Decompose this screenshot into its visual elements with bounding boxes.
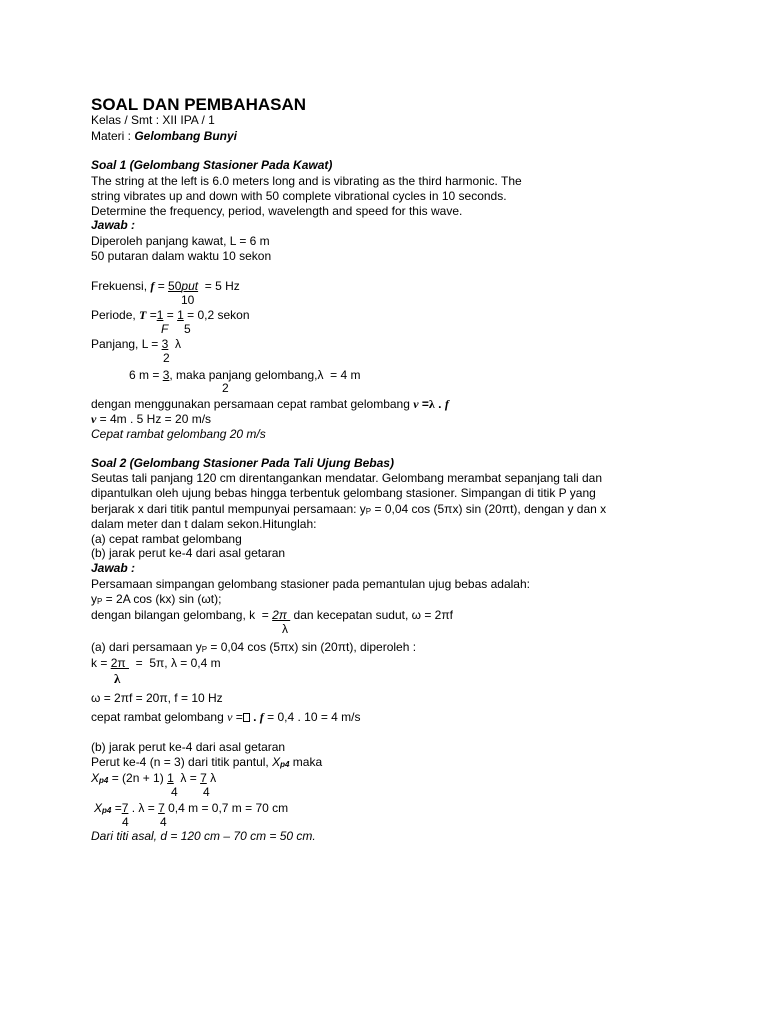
wavenumber-line: dengan bilangan gelombang, k = 2π dan kecepatan sudut, ω = 2πf [91,608,453,622]
soal1-given-line: Diperoleh panjang kawat, L = 6 m [91,234,270,248]
soal2-question-line: dipantulkan oleh ujung bebas hingga terbentuk gelombang stasioner. Simpangan di titik P yang [91,486,596,500]
soal1-question-line: The string at the left is 6.0 meters long and is vibrating as the third harmonic. The [91,174,522,188]
soal2-intro: Persamaan simpangan gelombang stasioner pada pemantulan ujug bebas adalah: [91,577,530,591]
speed-result-line: cepat rambat gelombang v = . f = 0,4 . 10 = 4 m/s [91,710,361,724]
soal2-final-answer: Dari titi asal, d = 120 cm – 70 cm = 50 cm. [91,829,316,843]
part-b-title: (b) jarak perut ke-4 dari asal getaran [91,740,286,754]
soal2-question-line: dalam meter dan t dalam sekon.Hitunglah: [91,517,317,531]
wavenumber-denominator: λ [282,622,288,636]
xp4-denominator: 4 [203,785,210,799]
missing-glyph-box [243,713,250,722]
soal2-question-line: Seutas tali panjang 120 cm direntangankan mendatar. Gelombang merambat sepanjang tali dan [91,471,603,485]
k-calculation: k = 2π = 5π, λ = 0,4 m [91,656,221,670]
soal2-heading: Soal 2 (Gelombang Stasioner Pada Tali Ujung Bebas) [91,456,394,470]
page-title: SOAL DAN PEMBAHASAN [91,95,307,114]
subject-label: Materi : [91,129,135,143]
xp4-denominator: 4 [160,815,167,829]
antinode-line: Perut ke-4 (n = 3) dari titik pantul, $X_{p4}$ maka [91,755,323,769]
soal2-part: (a) cepat rambat gelombang [91,532,242,546]
period-equation: Periode, T =1 = 1 = 0,2 sekon [91,308,250,322]
soal1-heading: Soal 1 (Gelombang Stasioner Pada Kawat) [91,158,333,172]
soal1-final-answer: Cepat rambat gelombang 20 m/s [91,427,266,441]
xp4-formula: $X_{p4} = (2n + 1)$ 1 λ = 7 λ [91,771,217,785]
wavelength-equation: 6 m = 3, maka panjang gelombang,λ = 4 m [129,368,361,382]
length-equation: Panjang, L = 3 λ [91,337,181,351]
period-denominator: 5 [184,322,191,336]
soal2-answer-label: Jawab : [91,561,136,575]
subject-value: Gelombang Bunyi [134,129,238,143]
k-denominator: λ [114,671,121,686]
xp4-denominator: 4 [171,785,178,799]
class-info: Kelas / Smt : XII IPA / 1 [91,113,215,127]
soal2-part: (b) jarak perut ke-4 dari asal getaran [91,546,286,560]
xp4-calculation: $X_{p4} =7$ . λ = 7 0,4 m = 0,7 m = 70 cm [94,801,289,815]
soal1-question-line: Determine the frequency, period, wavelength and speed for this wave. [91,204,463,218]
frequency-equation: Frekuensi, f = 50put = 5 Hz [91,279,240,293]
length-denominator: 2 [163,351,170,365]
xp4-denominator: 4 [122,815,129,829]
soal1-question-line: string vibrates up and down with 50 complete vibrational cycles in 10 seconds. [91,189,507,203]
speed-calculation: v = 4m . 5 Hz = 20 m/s [91,412,212,426]
standing-wave-equation: $y_P = 2A$ cos (kx) sin (ωt); [91,592,222,606]
omega-calculation: ω = 2πf = 20π, f = 10 Hz [91,691,223,705]
frequency-denominator: 10 [181,293,195,307]
soal2-question-line: berjarak x dari titik pantul mempunyai persamaan: $y_P = 0,04$ cos (5πx) sin (20πt), dengan y dan x [91,502,607,516]
subject-info [91,129,237,144]
part-a-derivation: (a) dari persamaan $y_P = 0,04$ cos (5πx) sin (20πt), diperoleh : [91,640,417,654]
wavelength-denominator: 2 [222,381,229,395]
period-denominator: F [161,322,169,336]
soal1-answer-label: Jawab : [91,218,136,232]
speed-formula-line: dengan menggunakan persamaan cepat rambat gelombang v =λ . f [91,397,449,411]
soal1-given-line: 50 putaran dalam waktu 10 sekon [91,249,272,263]
